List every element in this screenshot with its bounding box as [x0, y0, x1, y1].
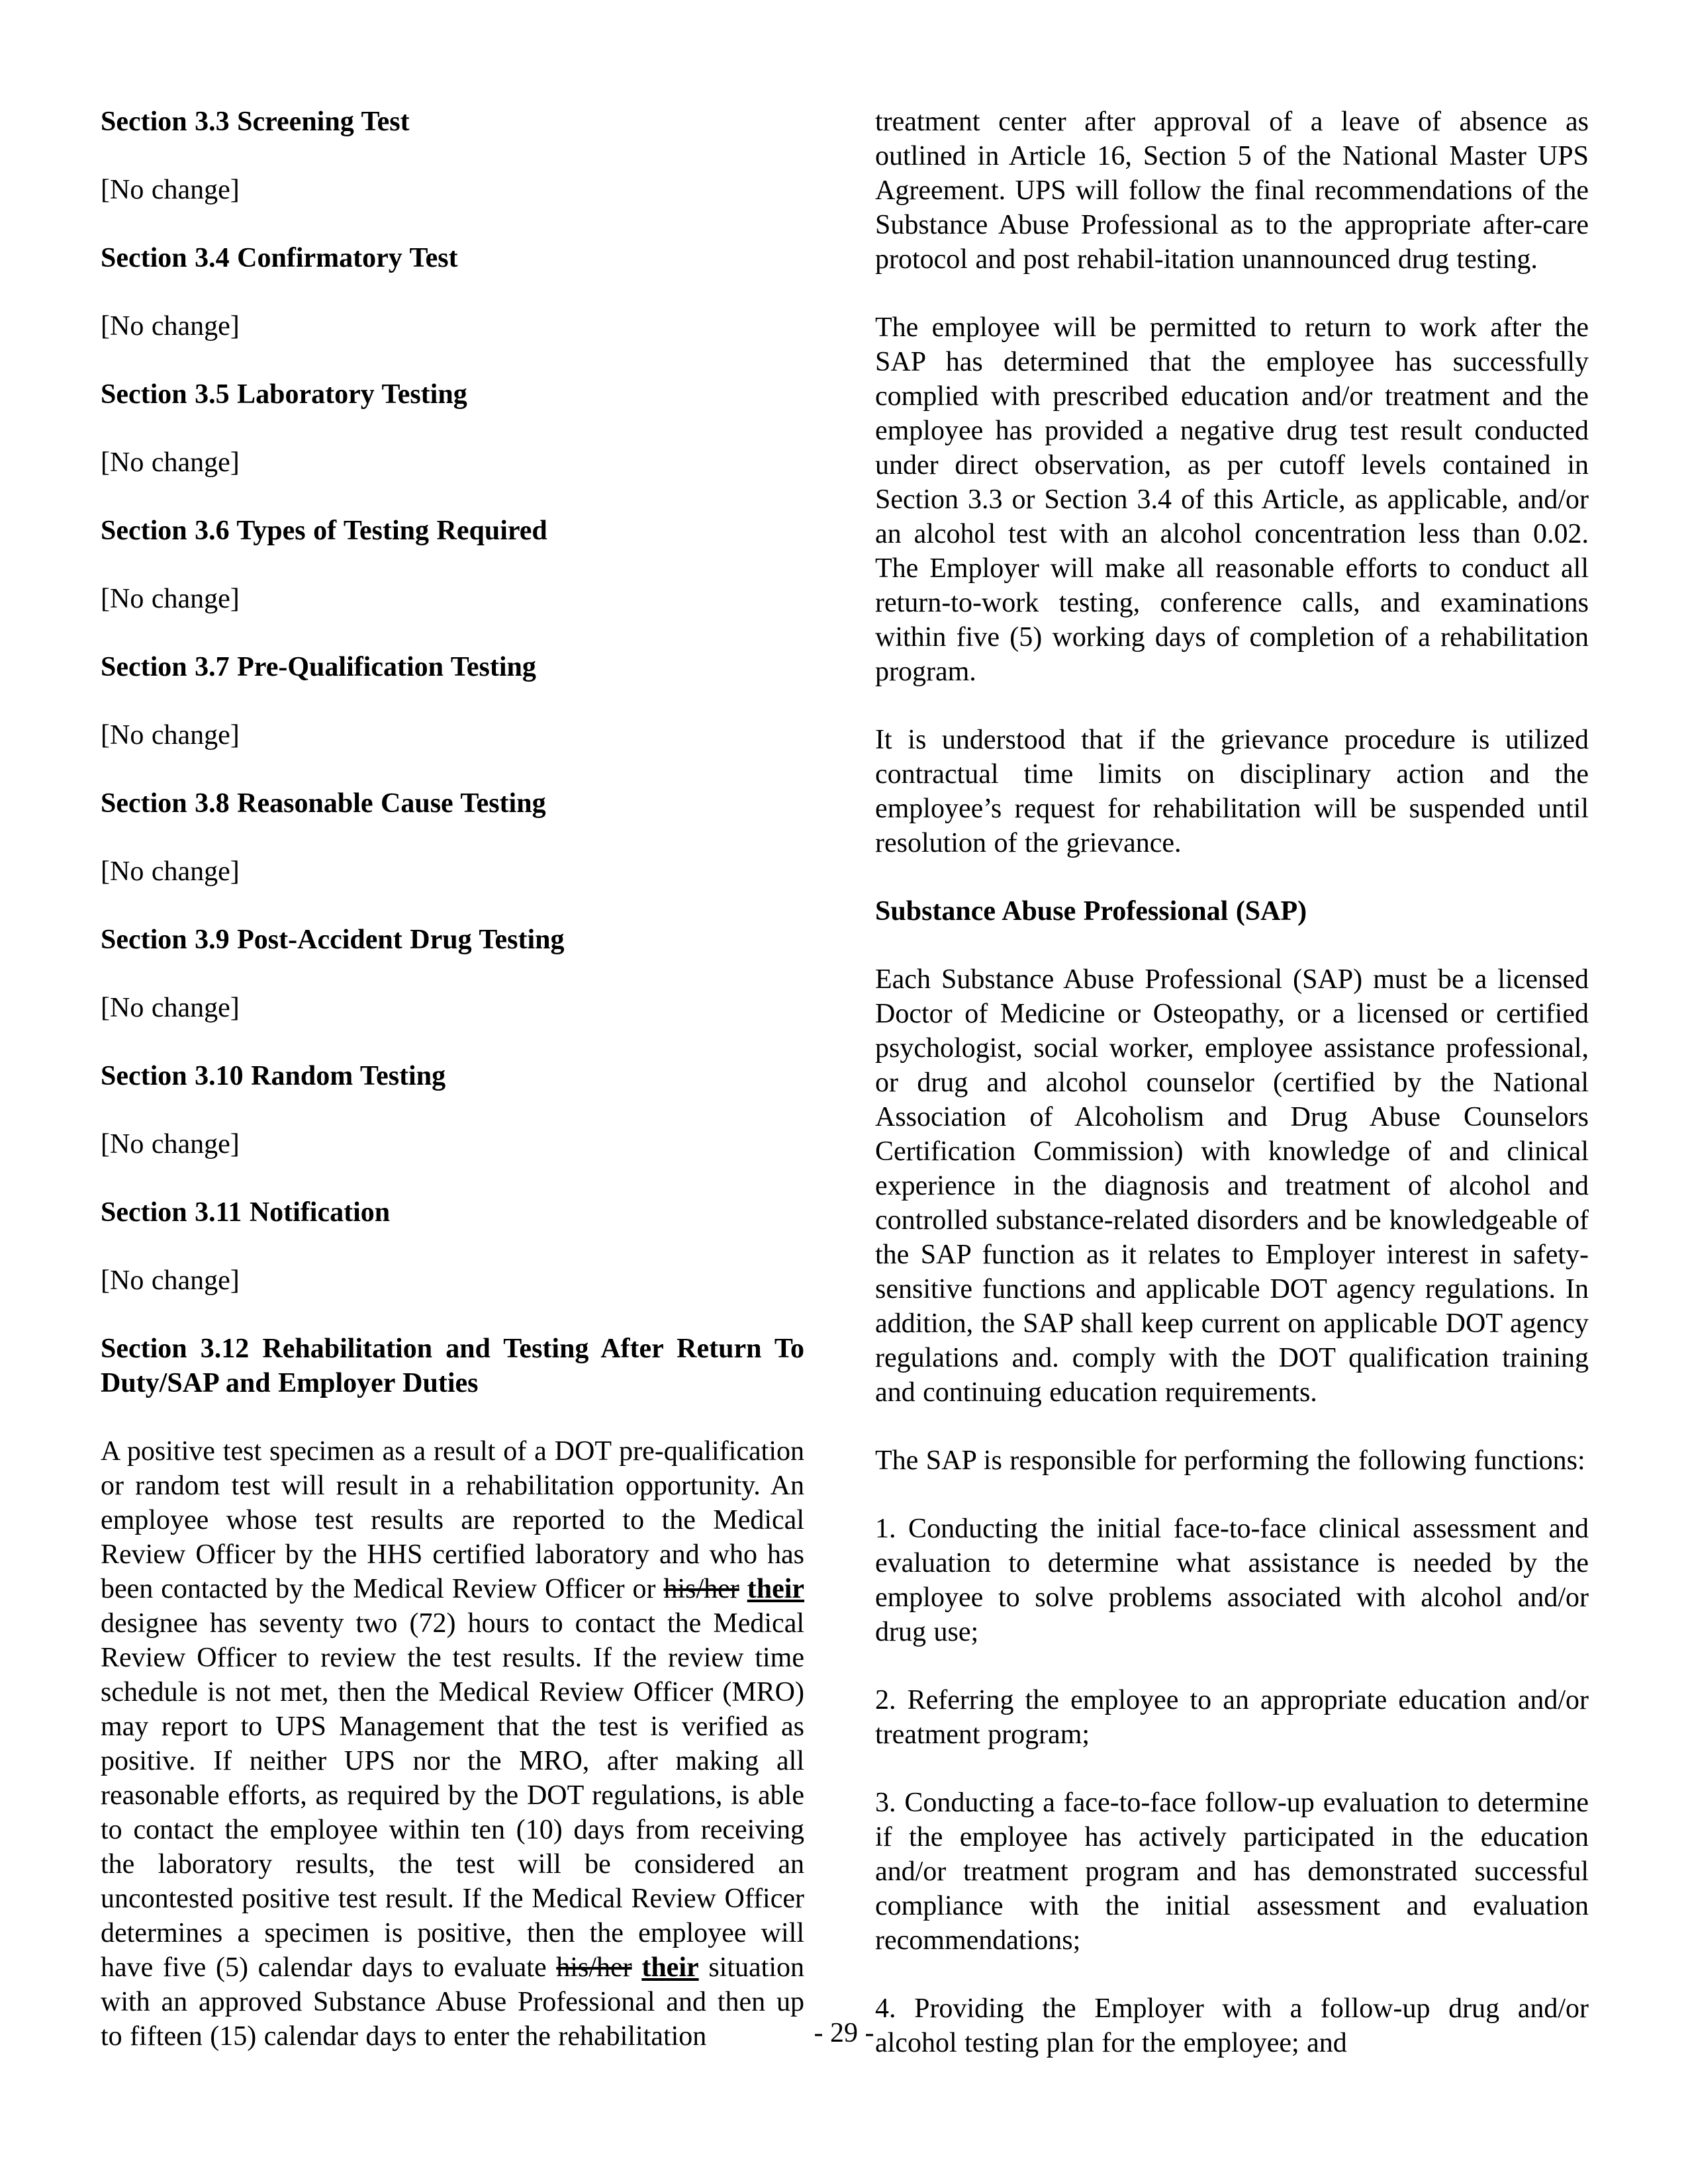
- text-run: designee has seventy two (72) hours to contact the Medical Review Officer to review the test results. If the review time schedule is not met, then the Medical Review Officer (MRO) may report to UPS Management that the test is verified as positive. If neither UPS nor the MRO, after making all reasonable efforts, as required by the DOT regulations, is able to contact the employee within ten (10) days from receiving the laboratory results, the test will be considered an uncontested positive test result. If the Medical Review Officer determines a specimen is positive, then the employee will have five (5) calendar days to evaluate: [101, 1608, 804, 1983]
- no-change-paragraph: [No change]: [101, 175, 240, 205]
- section-3-10-heading: Section 3.10 Random Testing: [101, 1061, 446, 1091]
- rehabilitation-paragraph: [101, 1434, 804, 2054]
- no-change-paragraph: [No change]: [101, 584, 240, 614]
- no-change-paragraph: [No change]: [101, 447, 240, 478]
- sap-function-item-3: 3. Conducting a face-to-face follow-up evaluation to determine if the employee has actively participated in the education and/or treatment program and has demonstrated successful compliance with the initial assessment and evaluation recommendations;: [875, 1788, 1589, 1956]
- section-3-6-heading: Section 3.6 Types of Testing Required: [101, 516, 547, 546]
- page-number: - 29 -: [814, 2018, 874, 2048]
- inserted-text: their: [747, 1574, 805, 1604]
- text-run: A positive test specimen as a result of a DOT pre-qualification or random test will result in a rehabilitation opportunity. An employee whose test results are reported to the Medical Review Officer by the HHS certified laboratory and who has been contacted by the Medical Review Officer or: [101, 1436, 804, 1604]
- no-change-paragraph: [No change]: [101, 993, 240, 1023]
- section-3-11-heading: Section 3.11 Notification: [101, 1197, 391, 1228]
- two-column-layout: [101, 105, 1589, 2094]
- no-change-paragraph: [No change]: [101, 856, 240, 887]
- section-3-7-heading: Section 3.7 Pre-Qualification Testing: [101, 652, 536, 682]
- right-column: [875, 105, 1589, 2094]
- inserted-text: their: [641, 1952, 699, 1983]
- no-change-paragraph: [No change]: [101, 1129, 240, 1160]
- deleted-text: his/her: [663, 1574, 739, 1604]
- text-run: [739, 1574, 747, 1604]
- section-3-4-heading: Section 3.4 Confirmatory Test: [101, 243, 458, 273]
- left-column: [101, 105, 804, 2094]
- sap-functions-intro-paragraph: The SAP is responsible for performing the following functions:: [875, 1445, 1585, 1476]
- section-3-3-heading: Section 3.3 Screening Test: [101, 107, 410, 137]
- sap-function-item-2: 2. Referring the employee to an appropriate education and/or treatment program;: [875, 1685, 1589, 1750]
- sap-function-item-4: 4. Providing the Employer with a follow-up drug and/or alcohol testing plan for the employee; and: [875, 1993, 1589, 2058]
- text-run: [632, 1952, 642, 1983]
- grievance-paragraph: It is understood that if the grievance procedure is utilized contractual time limits on disciplinary action and the employee’s request for rehabilitation will be suspended until resolution of the grievance.: [875, 725, 1589, 858]
- no-change-paragraph: [No change]: [101, 1265, 240, 1296]
- treatment-center-paragraph: treatment center after approval of a leave of absence as outlined in Article 16, Section 5 of the National Master UPS Agreement. UPS will follow the final recommendations of the Substance Abuse Professional as to the appropriate after-care protocol and post rehabil-itation unannounced drug testing.: [875, 107, 1589, 275]
- section-3-8-heading: Section 3.8 Reasonable Cause Testing: [101, 788, 546, 819]
- deleted-text: his/her: [556, 1952, 632, 1983]
- no-change-paragraph: [No change]: [101, 720, 240, 751]
- sap-qualifications-paragraph: Each Substance Abuse Professional (SAP) must be a licensed Doctor of Medicine or Osteopathy, or a licensed or certified psychologist, social worker, employee assistance professional, or drug and alcohol counselor (certified by the National Association of Alcoholism and Drug Abuse Counselors Certification Commission) with knowledge of and clinical experience in the diagnosis and treatment of alcohol and controlled substance-related disorders and be knowledgeable of the SAP function as it relates to Employer interest in safety-sensitive functions and applicable DOT agency regulations. In addition, the SAP shall keep current on applicable DOT agency regulations and. comply with the DOT qualification training and continuing education requirements.: [875, 964, 1589, 1408]
- sap-heading: Substance Abuse Professional (SAP): [875, 896, 1307, 927]
- section-3-5-heading: Section 3.5 Laboratory Testing: [101, 379, 467, 410]
- no-change-paragraph: [No change]: [101, 311, 240, 341]
- text-run: situation with an approved Substance Abuse Professional and then up to fifteen (15) calendar days to enter the rehabilitation: [101, 1952, 804, 2052]
- section-3-12-heading: Section 3.12 Rehabilitation and Testing After Return To Duty/SAP and Employer Duties: [101, 1334, 804, 1398]
- sap-function-item-1: 1. Conducting the initial face-to-face clinical assessment and evaluation to determine what assistance is needed by the employee to solve problems associated with alcohol and/or drug use;: [875, 1514, 1589, 1647]
- section-3-9-heading: Section 3.9 Post-Accident Drug Testing: [101, 925, 565, 955]
- return-to-work-paragraph: The employee will be permitted to return to work after the SAP has determined that the employee has successfully complied with prescribed education and/or treatment and the employee has provided a negative drug test result conducted under direct observation, as per cutoff levels contained in Section 3.3 or Section 3.4 of this Article, as applicable, and/or an alcohol test with an alcohol concentration less than 0.02. The Employer will make all reasonable efforts to conduct all return-to-work testing, conference calls, and examinations within five (5) working days of completion of a rehabilitation program.: [875, 312, 1589, 687]
